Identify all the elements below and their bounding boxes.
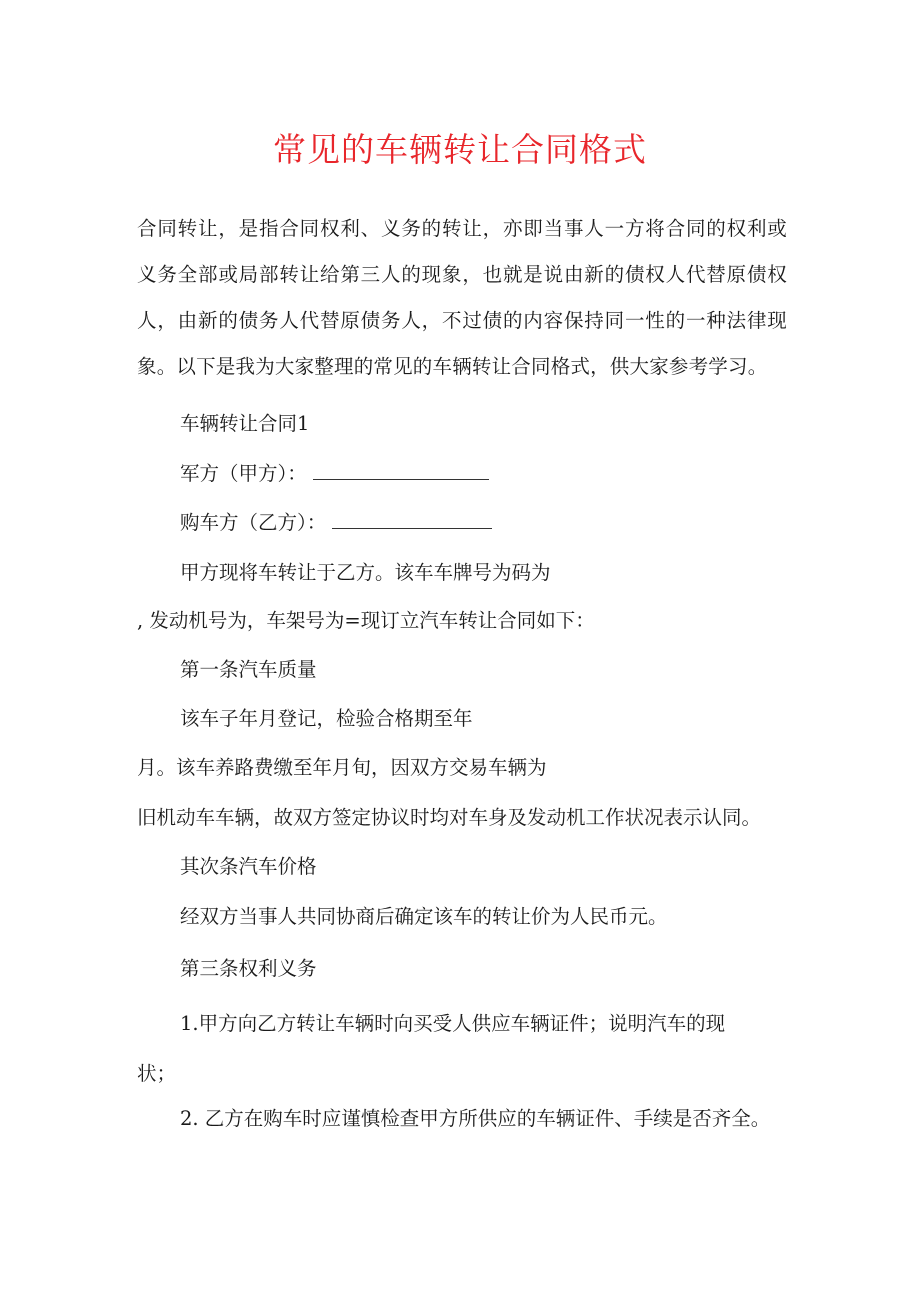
article1-line3: 旧机动车车辆，故双方签定协议时均对车身及发动机工作状况表示认同。 — [137, 806, 762, 829]
party-a-label: 军方（甲方）： — [180, 462, 307, 485]
article3-item1-line2: 状； — [137, 1062, 177, 1085]
party-b-blank — [332, 508, 492, 529]
party-b-label: 购车方（乙方）： — [180, 511, 327, 534]
intro-paragraph: 合同转让，是指合同权利、义务的转让，亦即当事人一方将合同的权利或义务全部或局部转让给第三人的现象，也就是说由新的债权人代替原债权人，由新的债务人代替原债务人，不过债的内容保持同一性的一种法律现象。以下是我为大家整理的常见的车辆转让合同格式，供大家参考学习。 — [137, 217, 787, 378]
document-title: 常见的车辆转让合同格式 — [273, 130, 647, 169]
article3-item1-line1: 1.甲方向乙方转让车辆时向买受人供应车辆证件；说明汽车的现 — [180, 1012, 726, 1035]
article2-line1: 经双方当事人共同协商后确定该车的转让价为人民币元。 — [180, 905, 668, 928]
article1-title: 第一条汽车质量 — [180, 658, 317, 681]
transfer-paragraph-line2: , 发动机号为，车架号为=现订立汽车转让合同如下： — [137, 609, 595, 632]
article1-line2: 月。该车养路费缴至年月旬，因双方交易车辆为 — [137, 756, 547, 779]
article3-title: 第三条权利义务 — [180, 957, 317, 980]
article1-line1: 该车子年月登记，检验合格期至年 — [180, 707, 473, 730]
party-a-blank — [313, 459, 489, 480]
transfer-paragraph-line1: 甲方现将车转让于乙方。该车车牌号为码为 — [180, 561, 551, 584]
contract-heading: 车辆转让合同1 — [180, 412, 310, 435]
article3-item2: 2. 乙方在购车时应谨慎检查甲方所供应的车辆证件、手续是否齐全。 — [180, 1107, 771, 1130]
article2-title: 其次条汽车价格 — [180, 855, 317, 878]
party-b-line — [180, 508, 492, 538]
party-a-line — [180, 459, 489, 489]
